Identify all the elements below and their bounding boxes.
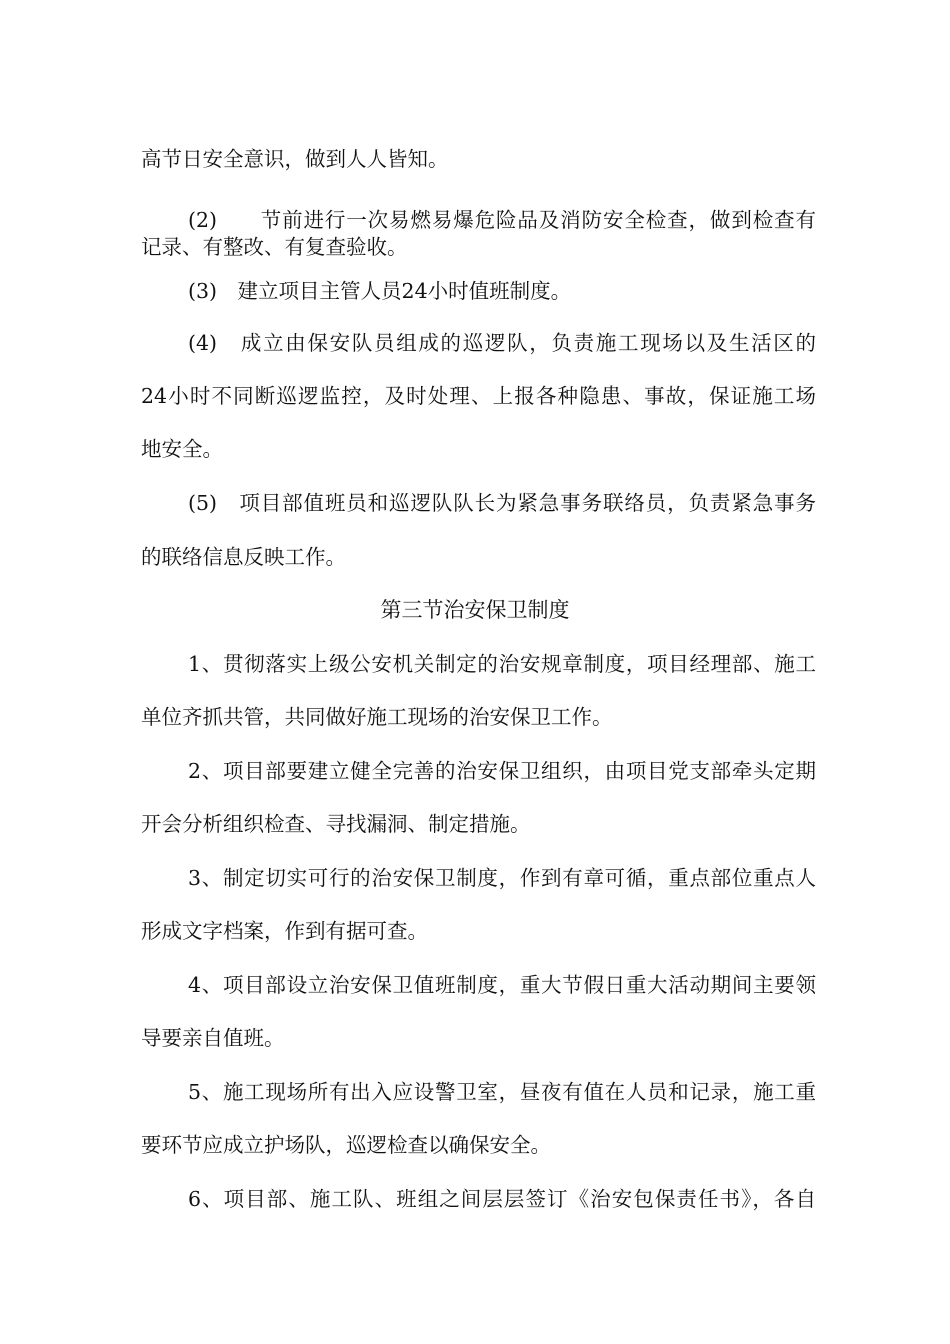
text-line: 3、制定切实可行的治安保卫制度，作到有章可循，重点部位重点人 — [188, 866, 816, 890]
text-line: 2、项目部要建立健全完善的治安保卫组织，由项目党支部牵头定期 — [188, 759, 816, 783]
text-line: 高节日安全意识，做到人人皆知。 — [141, 147, 449, 171]
section-heading: 第三节治安保卫制度 — [380, 598, 570, 622]
text-line: 记录、有整改、有复查验收。 — [141, 235, 408, 259]
text-line: 1、贯彻落实上级公安机关制定的治安规章制度，项目经理部、施工 — [188, 652, 816, 676]
text-line: 形成文字档案，作到有据可查。 — [141, 919, 428, 943]
text-line: 导要亲自值班。 — [141, 1026, 285, 1050]
text-line: (5) 项目部值班员和巡逻队队长为紧急事务联络员，负责紧急事务 — [188, 491, 816, 515]
text-line: 要环节应成立护场队，巡逻检查以确保安全。 — [141, 1133, 551, 1157]
text-line: (2) 节前进行一次易燃易爆危险品及消防安全检查，做到检查有 — [188, 208, 816, 232]
text-line: 单位齐抓共管，共同做好施工现场的治安保卫工作。 — [141, 705, 613, 729]
text-line: 开会分析组织检查、寻找漏洞、制定措施。 — [141, 812, 531, 836]
text-line: 的联络信息反映工作。 — [141, 545, 346, 569]
text-line: 24小时不同断巡逻监控，及时处理、上报各种隐患、事故，保证施工场 — [141, 384, 816, 408]
text-line: 5、施工现场所有出入应设警卫室，昼夜有值在人员和记录，施工重 — [188, 1080, 816, 1104]
text-line: 地安全。 — [141, 437, 223, 461]
text-line: 6、项目部、施工队、班组之间层层签订《治安包保责任书》，各自 — [188, 1187, 816, 1211]
text-line: (4) 成立由保安队员组成的巡逻队，负责施工现场以及生活区的 — [188, 331, 816, 355]
text-line: 4、项目部设立治安保卫值班制度，重大节假日重大活动期间主要领 — [188, 973, 816, 997]
text-line: (3) 建立项目主管人员24小时值班制度。 — [188, 279, 572, 303]
